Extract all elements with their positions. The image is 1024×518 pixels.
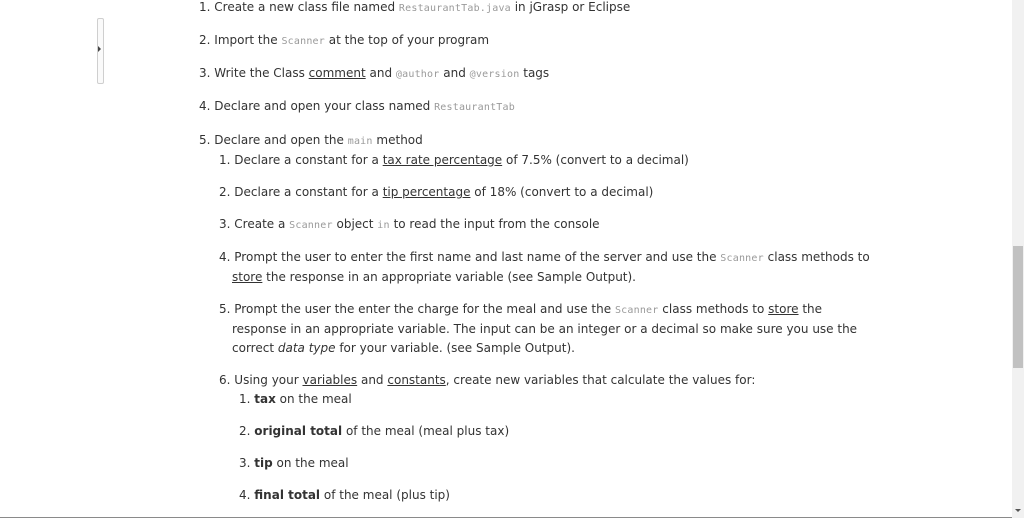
calc-step-2: 2. original total of the meal (meal plus tax) (239, 424, 510, 438)
calc-step-3: 3. tip on the meal (239, 456, 349, 470)
calc-step-1: 1. tax on the meal (239, 392, 352, 406)
substep-5-line-3: correct data type for your variable. (see Sample Output). (232, 341, 575, 355)
step-4: 4. Declare and open your class named RestaurantTab (199, 99, 515, 113)
store-link[interactable]: store (232, 270, 263, 284)
comment-link[interactable]: comment (308, 66, 366, 80)
substep-4: 4. Prompt the user to enter the first name and last name of the server and use the Scanner class methods to (219, 250, 870, 264)
substep-4-line-2: store the response in an appropriate variable (see Sample Output). (232, 270, 636, 284)
substep-1: 1. Declare a constant for a tax rate percentage of 7.5% (convert to a decimal) (219, 153, 689, 167)
scroll-down-arrow-icon[interactable] (1015, 509, 1021, 512)
calc-step-4: 4. final total of the meal (plus tip) (239, 488, 450, 502)
store-link[interactable]: store (768, 302, 799, 316)
step-5: 5. Declare and open the main method (199, 133, 423, 147)
tax-rate-percentage-link[interactable]: tax rate percentage (382, 153, 503, 167)
variables-link[interactable]: variables (302, 373, 358, 387)
step-1: 1. Create a new class file named RestaurantTab.java in jGrasp or Eclipse (199, 0, 631, 14)
tip-percentage-link[interactable]: tip percentage (382, 185, 471, 199)
substep-3: 3. Create a Scanner object in to read the input from the console (219, 217, 600, 231)
step-2: 2. Import the Scanner at the top of your program (199, 33, 490, 47)
substep-2: 2. Declare a constant for a tip percentage of 18% (convert to a decimal) (219, 185, 654, 199)
constants-link[interactable]: constants (387, 373, 446, 387)
substep-5-line-2: response in an appropriate variable. The input can be an integer or a decimal so make sure you use the (232, 322, 858, 336)
step-3: 3. Write the Class comment and @author and @version tags (199, 66, 550, 80)
scrollbar-thumb[interactable] (1013, 246, 1023, 368)
expand-arrow-icon[interactable] (98, 46, 101, 52)
substep-5: 5. Prompt the user the enter the charge for the meal and use the Scanner class methods to store the (219, 302, 823, 316)
substep-6: 6. Using your variables and constants, create new variables that calculate the values for: (219, 373, 756, 387)
